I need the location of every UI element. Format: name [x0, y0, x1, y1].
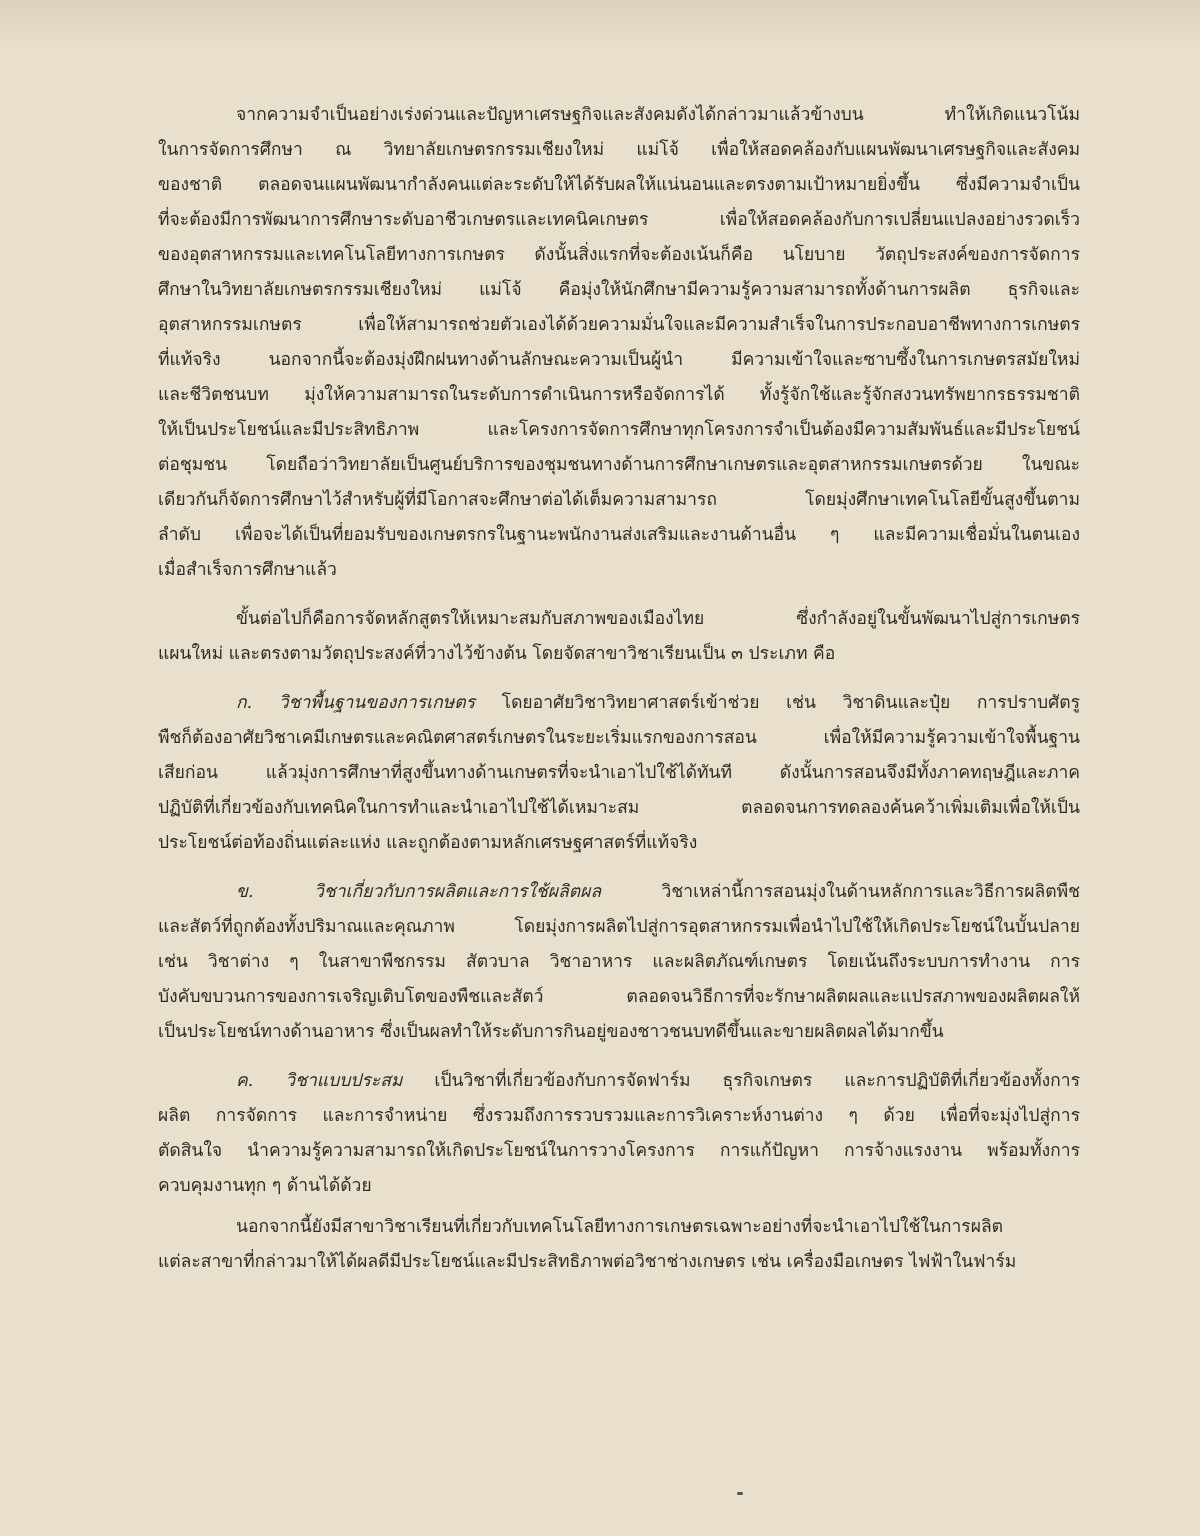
paragraph-1 — [158, 98, 1080, 588]
section-heading: ก. วิชาพื้นฐานของการเกษตร — [236, 693, 476, 713]
text-line: แต่ละสาขาที่กล่าวมาให้ได้ผลดีมีประโยชน์และมีประสิทธิภาพต่อวิชาช่างเกษตร เช่น เครื่องมือเกษตร ไฟฟ้าในฟาร์ม — [158, 1252, 1017, 1272]
section-kho — [158, 875, 1080, 1050]
page-top-shadow — [0, 0, 1200, 52]
paragraph-2 — [158, 602, 1080, 672]
text-line: พืชก็ต้องอาศัยวิชาเคมีเกษตรและคณิตศาสตร์เกษตรในระยะเริ่มแรกของการสอน เพื่อให้มีความรู้ความเข้าใจพื้นฐาน — [158, 728, 1080, 748]
text-run: วิชาเหล่านี้การสอนมุ่งในด้านหลักการและวิธีการผลิตพืช — [601, 882, 1080, 902]
text-line: ให้เป็นประโยชน์และมีประสิทธิภาพ และโครงการจัดการศึกษาทุกโครงการจำเป็นต้องมีความสัมพันธ์และมีประโยชน์ — [158, 420, 1080, 440]
text-line: ของอุตสาหกรรมและเทคโนโลยีทางการเกษตร ดังนั้นสิ่งแรกที่จะต้องเน้นก็คือ นโยบาย วัตถุประสงค์ของการจัดการ — [158, 245, 1080, 265]
text-line: ผลิต การจัดการ และการจำหน่าย ซึ่งรวมถึงการรวบรวมและการวิเคราะห์งานต่าง ๆ ด้วย เพื่อที่จะมุ่งไปสู่การ — [158, 1106, 1080, 1126]
paragraph-spacer — [158, 861, 1080, 875]
section-heading: ค. วิชาแบบประสม — [236, 1071, 403, 1091]
paragraph-spacer — [158, 588, 1080, 602]
text-line: ต่อชุมชน โดยถือว่าวิทยาลัยเป็นศูนย์บริการของชุมชนทางด้านการศึกษาเกษตรและอุตสาหกรรมเกษตรด้วย ในขณะ — [158, 455, 1080, 475]
text-run: โดยอาศัยวิชาวิทยาศาสตร์เข้าช่วย เช่น วิชาดินและปุ๋ย การปราบศัตรู — [475, 693, 1080, 713]
ink-mark — [737, 1492, 743, 1495]
text-line: ควบคุมงานทุก ๆ ด้านได้ด้วย — [158, 1176, 372, 1196]
text-line: แผนใหม่ และตรงตามวัตถุประสงค์ที่วางไว้ข้างต้น โดยจัดสาขาวิชาเรียนเป็น ๓ ประเภท คือ — [158, 644, 836, 664]
paragraph-spacer — [158, 1050, 1080, 1064]
paragraph-closing — [158, 1210, 1080, 1280]
text-line: ของชาติ ตลอดจนแผนพัฒนากำลังคนแต่ละระดับให้ได้รับผลให้แน่นอนและตรงตามเป้าหมายยิ่งขึ้น ซึ่งมีความจำเป็น — [158, 175, 1080, 195]
section-heading: ข. วิชาเกี่ยวกับการผลิตและการใช้ผลิตผล — [236, 882, 602, 902]
text-line: ปฏิบัติที่เกี่ยวข้องกับเทคนิคในการทำและนำเอาไปใช้ได้เหมาะสม ตลอดจนการทดลองค้นคว้าเพิ่มเติมเพื่อให้เป็น — [158, 798, 1080, 818]
section-first-line — [158, 875, 1080, 910]
text-line: นอกจากนี้ยังมีสาขาวิชาเรียนที่เกี่ยวกับเทคโนโลยีทางการเกษตรเฉพาะอย่างที่จะนำเอาไปใช้ในการผลิต — [236, 1217, 1004, 1237]
text-line: เสียก่อน แล้วมุ่งการศึกษาที่สูงขึ้นทางด้านเกษตรที่จะนำเอาไปใช้ได้ทันที ดังนั้นการสอนจึงมีทั้งภาคทฤษฎีและภาค — [158, 763, 1080, 783]
section-ka — [158, 686, 1080, 861]
text-line: เป็นประโยชน์ทางด้านอาหาร ซึ่งเป็นผลทำให้ระดับการกินอยู่ของชาวชนบทดีขึ้นและขายผลิตผลได้มากขึ้น — [158, 1022, 944, 1042]
section-first-line — [158, 1064, 1080, 1099]
paragraph-spacer — [158, 672, 1080, 686]
section-kho-khon — [158, 1064, 1080, 1204]
text-line: ประโยชน์ต่อท้องถิ่นแต่ละแห่ง และถูกต้องตามหลักเศรษฐศาสตร์ที่แท้จริง — [158, 833, 698, 853]
text-line: เดียวกันก็จัดการศึกษาไว้สำหรับผู้ที่มีโอกาสจะศึกษาต่อได้เต็มความสามารถ โดยมุ่งศึกษาเทคโนโลยีขั้นสูงขึ้นตาม — [158, 490, 1080, 510]
document-body — [158, 98, 1080, 1280]
text-line: จากความจำเป็นอย่างเร่งด่วนและปัญหาเศรษฐกิจและสังคมดังได้กล่าวมาแล้วข้างบน ทำให้เกิดแนวโน้ม — [236, 105, 1080, 125]
text-line: บังคับขบวนการของการเจริญเติบโตของพืชและสัตว์ ตลอดจนวิธีการที่จะรักษาผลิตผลและแปรสภาพของผลิตผลให้ — [158, 987, 1080, 1007]
text-line: ในการจัดการศึกษา ณ วิทยาลัยเกษตรกรรมเชียงใหม่ แม่โจ้ เพื่อให้สอดคล้องกับแผนพัฒนาเศรษฐกิจและสังคม — [158, 140, 1080, 160]
text-line: ที่จะต้องมีการพัฒนาการศึกษาระดับอาชีวเกษตรและเทคนิคเกษตร เพื่อให้สอดคล้องกับการเปลี่ยนแปลงอย่างรวดเร็ว — [158, 210, 1080, 230]
text-line: ศึกษาในวิทยาลัยเกษตรกรรมเชียงใหม่ แม่โจ้ คือมุ่งให้นักศึกษามีความรู้ความสามารถทั้งด้านการผลิต ธุรกิจและ — [158, 280, 1080, 300]
text-line: ตัดสินใจ นำความรู้ความสามารถให้เกิดประโยชน์ในการวางโครงการ การแก้ปัญหา การจ้างแรงงาน พร้อมทั้งการ — [158, 1141, 1080, 1161]
section-first-line — [158, 686, 1080, 721]
text-line: เมื่อสำเร็จการศึกษาแล้ว — [158, 560, 337, 580]
text-line: อุตสาหกรรมเกษตร เพื่อให้สามารถช่วยตัวเองได้ด้วยความมั่นใจและมีความสำเร็จในการประกอบอาชีพทางการเกษตร — [158, 315, 1080, 335]
text-run: เป็นวิชาที่เกี่ยวข้องกับการจัดฟาร์ม ธุรกิจเกษตร และการปฏิบัติที่เกี่ยวข้องทั้งการ — [402, 1071, 1080, 1091]
text-line: ลำดับ เพื่อจะได้เป็นที่ยอมรับของเกษตรกรในฐานะพนักงานส่งเสริมและงานด้านอื่น ๆ และมีความเชื่อมั่นในตนเอง — [158, 525, 1080, 545]
text-line: และสัตว์ที่ถูกต้องทั้งปริมาณและคุณภาพ โดยมุ่งการผลิตไปสู่การอุตสาหกรรมเพื่อนำไปใช้ให้เกิดประโยชน์ในบั้นปลาย — [158, 917, 1080, 937]
text-line: และชีวิตชนบท มุ่งให้ความสามารถในระดับการดำเนินการหรือจัดการได้ ทั้งรู้จักใช้และรู้จักสงวนทรัพยากรธรรมชาติ — [158, 385, 1080, 405]
text-line: ที่แท้จริง นอกจากนี้จะต้องมุ่งฝึกฝนทางด้านลักษณะความเป็นผู้นำ มีความเข้าใจและซาบซึ้งในการเกษตรสมัยใหม่ — [158, 350, 1080, 370]
text-line: เช่น วิชาต่าง ๆ ในสาขาพืชกรรม สัตวบาล วิชาอาหาร และผลิตภัณฑ์เกษตร โดยเน้นถึงระบบการทำงาน การ — [158, 952, 1080, 972]
text-line: ขั้นต่อไปก็คือการจัดหลักสูตรให้เหมาะสมกับสภาพของเมืองไทย ซึ่งกำลังอยู่ในขั้นพัฒนาไปสู่การเกษตร — [236, 609, 1080, 629]
